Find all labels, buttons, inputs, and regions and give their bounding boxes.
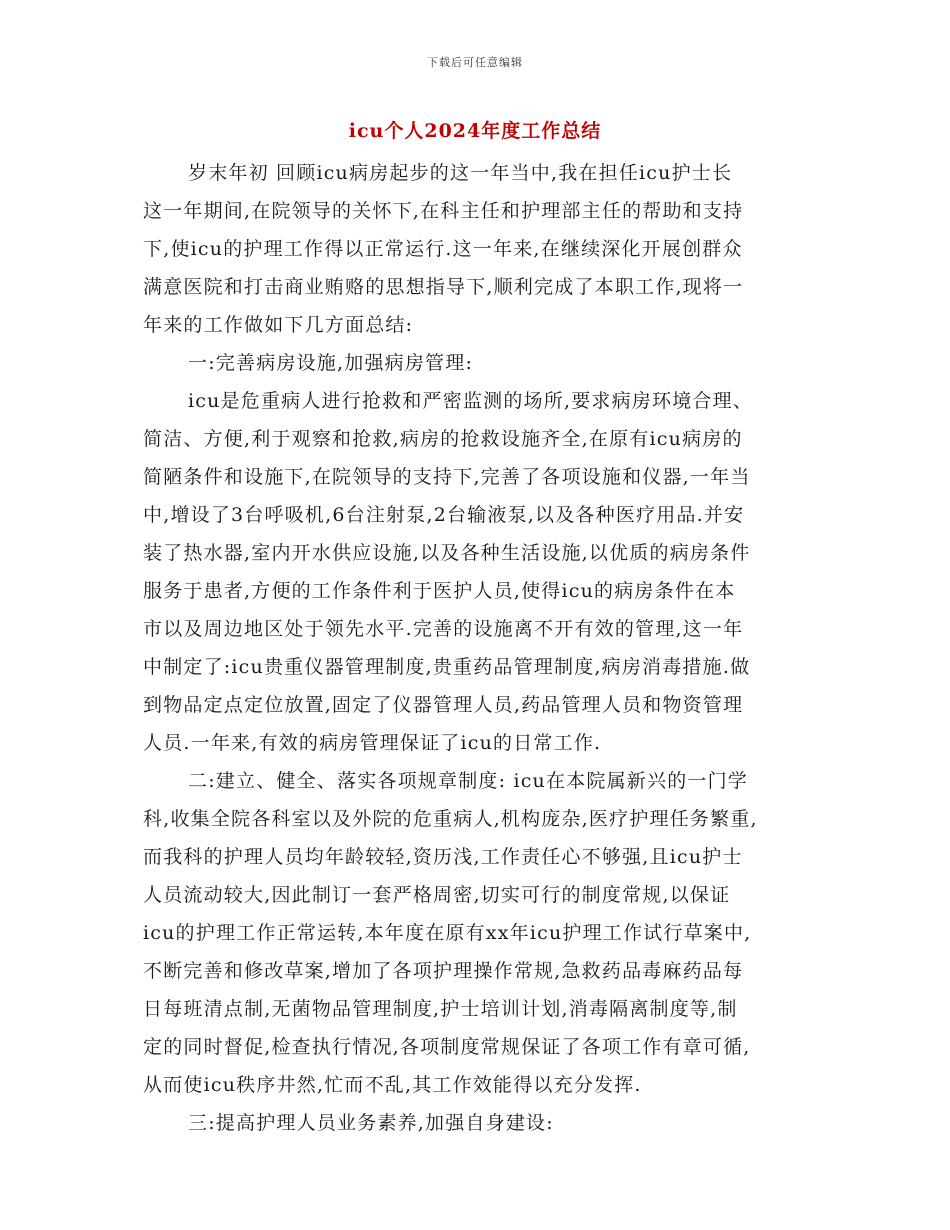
body-line: 简洁、方便,利于观察和抢救,病房的抢救设施齐全,在原有icu病房的 — [143, 428, 743, 450]
section-heading: 一:完善病房设施,加强病房管理: — [188, 352, 474, 374]
body-line: 中,增设了3台呼吸机,6台注射泵,2台输液泵,以及各种医疗用品.并安 — [143, 504, 745, 526]
section-heading: 二:建立、健全、落实各项规章制度: icu在本院属新兴的一门学 — [188, 770, 748, 792]
body-line: 不断完善和修改草案,增加了各项护理操作常规,急救药品毒麻药品每 — [143, 960, 744, 982]
body-line: 从而使icu秩序井然,忙而不乱,其工作效能得以充分发挥. — [143, 1074, 642, 1096]
body-line: 简陋条件和设施下,在院领导的支持下,完善了各项设施和仪器,一年当 — [143, 466, 751, 488]
body-line: 人员流动较大,因此制订一套严格周密,切实可行的制度常规,以保证 — [143, 884, 731, 906]
body-line: 满意医院和打击商业贿赂的思想指导下,顺利完成了本职工作,现将一 — [143, 276, 744, 298]
body-line: 市以及周边地区处于领先水平.完善的设施离不开有效的管理,这一年 — [143, 618, 744, 640]
body-line: 定的同时督促,检查执行情况,各项制度常规保证了各项工作有章可循, — [143, 1036, 751, 1058]
body-line: 这一年期间,在院领导的关怀下,在科主任和护理部主任的帮助和支持 — [143, 200, 744, 222]
body-line: 服务于患者,方便的工作条件利于医护人员,使得icu的病房条件在本 — [143, 580, 736, 602]
body-line: 装了热水器,室内开水供应设施,以及各种生活设施,以优质的病房条件 — [143, 542, 751, 564]
body-line: 下,使icu的护理工作得以正常运行.这一年来,在继续深化开展创群众 — [143, 238, 743, 260]
header-note: 下载后可任意编辑 — [427, 56, 523, 69]
body-line: 中制定了:icu贵重仪器管理制度,贵重药品管理制度,病房消毒措施.做 — [143, 656, 751, 678]
section-heading: 三:提高护理人员业务素养,加强自身建设: — [188, 1112, 554, 1134]
body-line: 而我科的护理人员均年龄较轻,资历浅,工作责任心不够强,且icu护士 — [143, 846, 743, 868]
body-line: 科,收集全院各科室以及外院的危重病人,机构庞杂,医疗护理任务繁重, — [143, 808, 758, 830]
body-line: 到物品定点定位放置,固定了仪器管理人员,药品管理人员和物资管理 — [143, 694, 744, 716]
document-title: icu个人2024年度工作总结 — [348, 120, 602, 142]
body-line: 岁末年初 回顾icu病房起步的这一年当中,我在担任icu护士长 — [188, 162, 733, 184]
body-line: icu是危重病人进行抢救和严密监测的场所,要求病房环境合理、 — [188, 390, 753, 412]
body-line: 日每班清点制,无菌物品管理制度,护士培训计划,消毒隔离制度等,制 — [143, 998, 738, 1020]
body-line: icu的护理工作正常运转,本年度在原有xx年icu护理工作试行草案中, — [143, 922, 752, 944]
body-line: 人员.一年来,有效的病房管理保证了icu的日常工作. — [143, 732, 602, 754]
body-line: 年来的工作做如下几方面总结: — [143, 314, 414, 336]
